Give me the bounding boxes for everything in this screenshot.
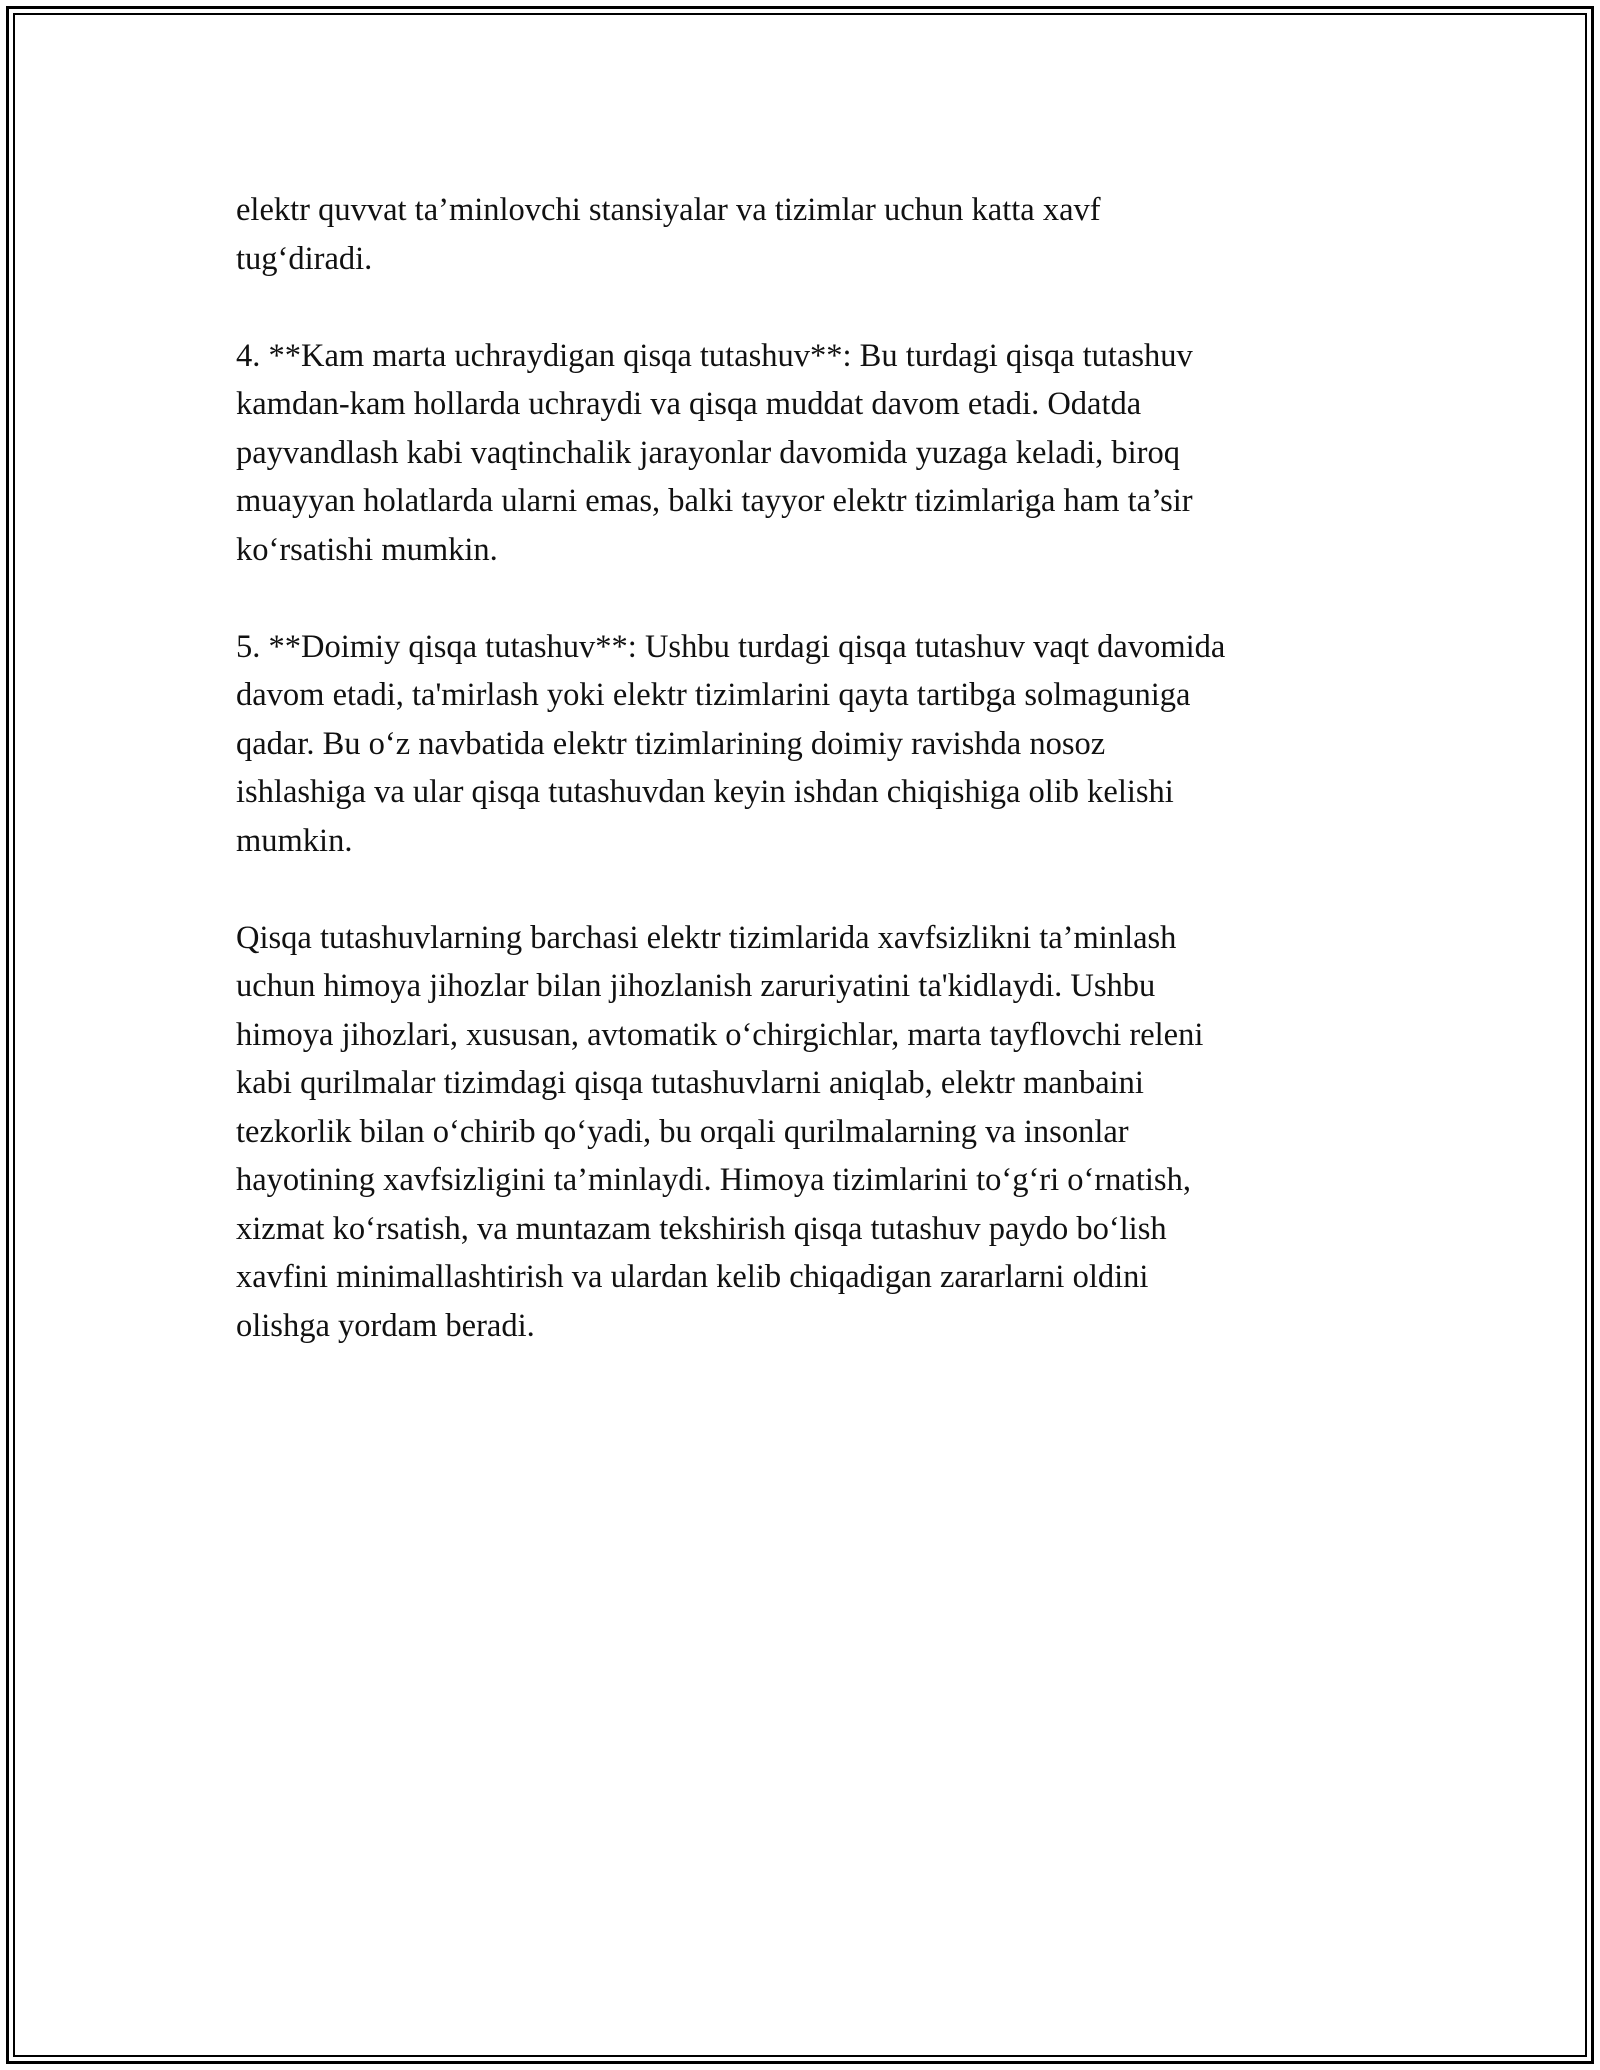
paragraph-item-5: 5. **Doimiy qisqa tutashuv**: Ushbu turdagi qisqa tutashuv vaqt davomida davom etadi, ta'mirlash yoki elektr tizimlarini qayta tartibga solmaguniga qadar. Bu o‘z navbatida elektr tizimlarining doimiy ravishda nosoz ishlashiga va ular qisqa tutashuvdan keyin ishdan chiqishiga olib kelishi mumkin.: [236, 628, 1226, 859]
document-body: [236, 186, 1376, 1399]
paragraph-item-4: 4. **Kam marta uchraydigan qisqa tutashuv**: Bu turdagi qisqa tutashuv kamdan-kam hollarda uchraydi va qisqa muddat davom etadi. Odatda payvandlash kabi vaqtinchalik jarayonlar davomida yuzaga keladi, biroq muayyan holatlarda ularni emas, balki tayyor elektr tizimlariga ham ta’sir ko‘rsatishi mumkin.: [236, 337, 1193, 568]
paragraph-conclusion: Qisqa tutashuvlarning barchasi elektr tizimlarida xavfsizlikni ta’minlash uchun himoya jihozlar bilan jihozlanish zaruriyatini ta'kidlaydi. Ushbu himoya jihozlari, xususan, avtomatik o‘chirgichlar, marta tayflovchi releni kabi qurilmalar tizimdagi qisqa tutashuvlarni aniqlab, elektr manbaini tezkorlik bilan o‘chirib qo‘yadi, bu orqali qurilmalarning va insonlar hayotining xavfsizligini ta’minlaydi. Himoya tizimlarini to‘g‘ri o‘rnatish, xizmat ko‘rsatish, va muntazam tekshirish qisqa tutashuv paydo bo‘lish xavfini minimallashtirish va ulardan kelib chiqadigan zararlarni oldini olishga yordam beradi.: [236, 919, 1204, 1344]
paragraph-continuation: elektr quvvat ta’minlovchi stansiyalar va tizimlar uchun katta xavf tug‘diradi.: [236, 192, 1101, 277]
